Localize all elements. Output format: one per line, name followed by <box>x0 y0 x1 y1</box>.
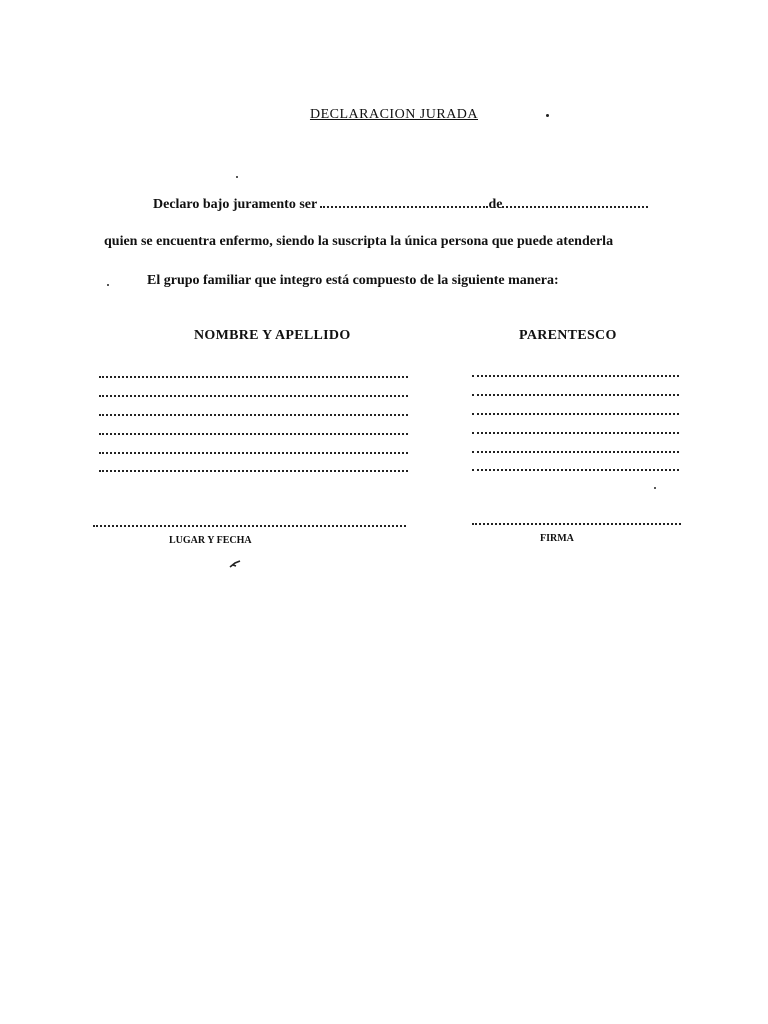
name-line[interactable] <box>99 376 408 378</box>
relation-line[interactable] <box>472 375 679 377</box>
name-line[interactable] <box>99 452 408 454</box>
declaration-line <box>153 197 648 213</box>
relative-blank[interactable] <box>502 197 648 208</box>
declaration-start-text: Declaro bajo juramento ser <box>153 197 317 212</box>
relation-line[interactable] <box>472 432 679 434</box>
declaration-middle-text: de <box>488 197 503 212</box>
scan-speck <box>654 487 656 489</box>
signature-label: FIRMA <box>540 533 574 544</box>
relation-line[interactable] <box>472 394 679 396</box>
scan-speck <box>546 114 549 117</box>
name-line[interactable] <box>99 395 408 397</box>
name-line[interactable] <box>99 433 408 435</box>
scan-speck <box>107 284 109 286</box>
condition-line: quien se encuentra enfermo, siendo la suscripta la única persona que puede atenderla <box>104 234 614 249</box>
scan-mark <box>229 555 241 563</box>
relation-line[interactable] <box>472 451 679 453</box>
name-blank[interactable] <box>320 197 488 208</box>
name-line[interactable] <box>99 470 408 472</box>
family-intro-line: El grupo familiar que integro está compuesto de la siguiente manera: <box>147 273 559 288</box>
scan-speck <box>236 176 238 178</box>
relation-line[interactable] <box>472 469 679 471</box>
document-title: DECLARACION JURADA <box>309 107 479 122</box>
relation-line[interactable] <box>472 413 679 415</box>
relation-column-header: PARENTESCO <box>519 328 617 343</box>
place-date-label: LUGAR Y FECHA <box>169 535 252 546</box>
name-column-header: NOMBRE Y APELLIDO <box>194 328 351 343</box>
name-line[interactable] <box>99 414 408 416</box>
place-date-line[interactable] <box>93 525 406 527</box>
signature-line[interactable] <box>472 523 681 525</box>
